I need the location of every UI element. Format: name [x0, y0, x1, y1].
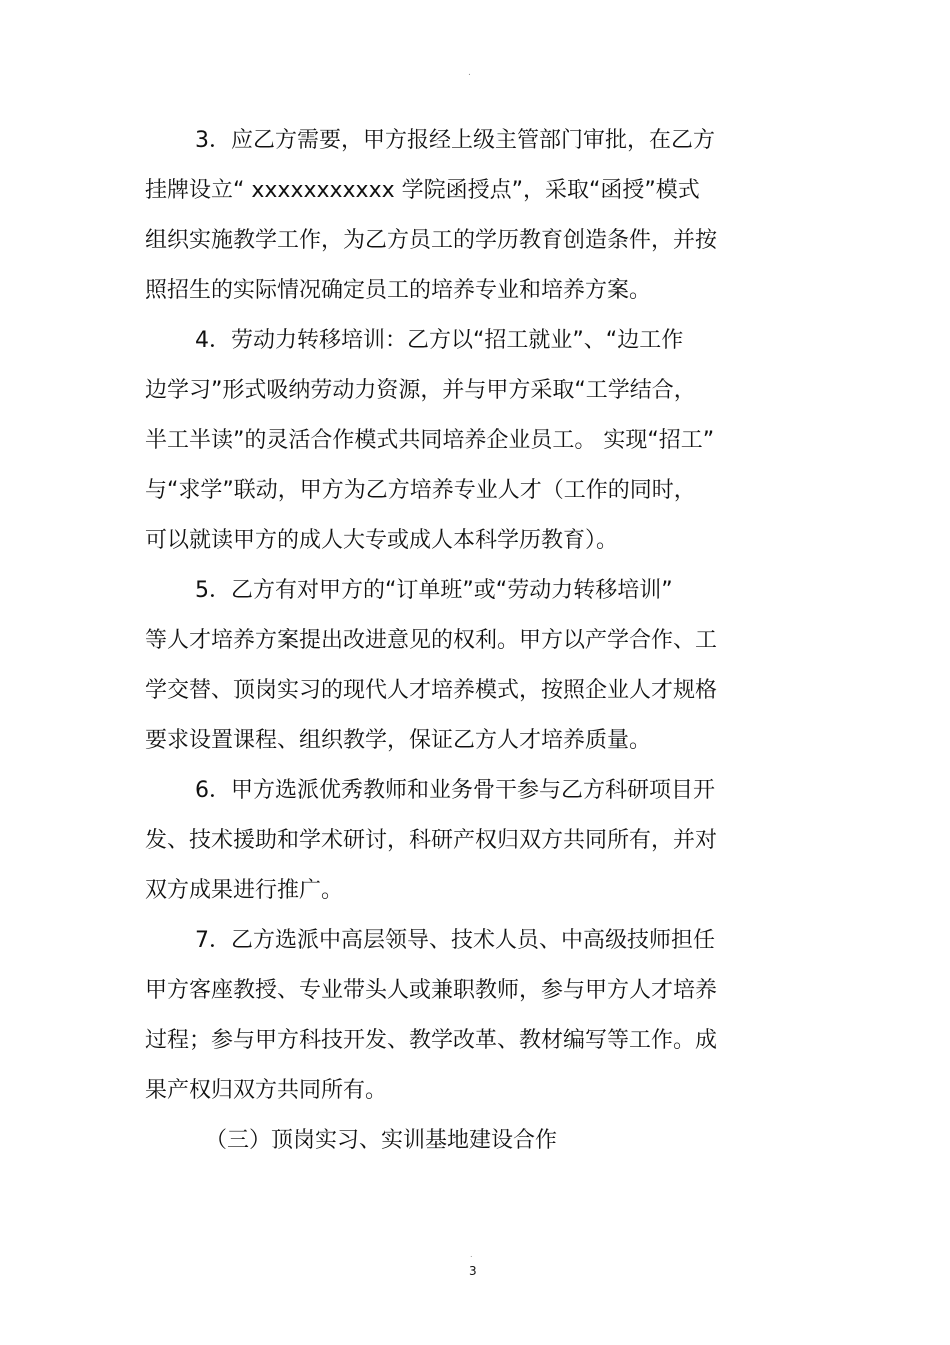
paragraph-4-line-1: 4．劳动力转移培训：乙方以“招工就业”、“边工作: [195, 328, 684, 353]
paragraph-6-line-1: 6．甲方选派优秀教师和业务骨干参与乙方科研项目开: [195, 778, 715, 803]
paragraph-5-line-1: 5．乙方有对甲方的“订单班”或“劳动力转移培训”: [195, 578, 673, 603]
paragraph-6-line-2: 发、技术援助和学术研讨，科研产权归双方共同所有，并对: [145, 828, 718, 853]
paragraph-4-line-3: 半工半读”的灵活合作模式共同培养企业员工。 实现“招工”: [145, 428, 715, 453]
paragraph-7-line-4: 果产权归双方共同所有。: [145, 1078, 388, 1103]
paragraph-7-line-3: 过程；参与甲方科技开发、教学改革、教材编写等工作。成: [145, 1028, 718, 1053]
paragraph-3-line-1: 3．应乙方需要，甲方报经上级主管部门审批，在乙方: [195, 128, 715, 153]
paragraph-4-line-5: 可以就读甲方的成人大专或成人本科学历教育）。: [145, 528, 619, 553]
page-number: 3: [469, 1264, 477, 1278]
paragraph-4-line-4: 与“求学”联动，甲方为乙方培养专业人才（工作的同时，: [145, 478, 696, 503]
paragraph-5-line-2: 等人才培养方案提出改进意见的权利。甲方以产学合作、工: [145, 628, 718, 653]
footer-dot: .: [470, 1250, 473, 1259]
paragraph-5-line-3: 学交替、顶岗实习的现代人才培养模式，按照企业人才规格: [145, 678, 718, 703]
paragraph-5-line-4: 要求设置课程、组织教学，保证乙方人才培养质量。: [145, 728, 652, 753]
paragraph-4-line-2: 边学习”形式吸纳劳动力资源，并与甲方采取“工学结合，: [145, 378, 696, 403]
paragraph-3-line-4: 照招生的实际情况确定员工的培养专业和培养方案。: [145, 278, 652, 303]
paragraph-6-line-3: 双方成果进行推广。: [145, 878, 344, 903]
paragraph-3-line-3: 组织实施教学工作，为乙方员工的学历教育创造条件，并按: [145, 228, 718, 253]
paragraph-7-line-1: 7．乙方选派中高层领导、技术人员、中高级技师担任: [195, 928, 715, 953]
paragraph-3-line-2: 挂牌设立“ xxxxxxxxxxx 学院函授点”，采取“函授”模式: [145, 178, 700, 203]
paragraph-7-line-2: 甲方客座教授、专业带头人或兼职教师，参与甲方人才培养: [145, 978, 718, 1003]
section-heading: （三）顶岗实习、实训基地建设合作: [205, 1128, 558, 1153]
top-mark: .: [468, 68, 471, 78]
